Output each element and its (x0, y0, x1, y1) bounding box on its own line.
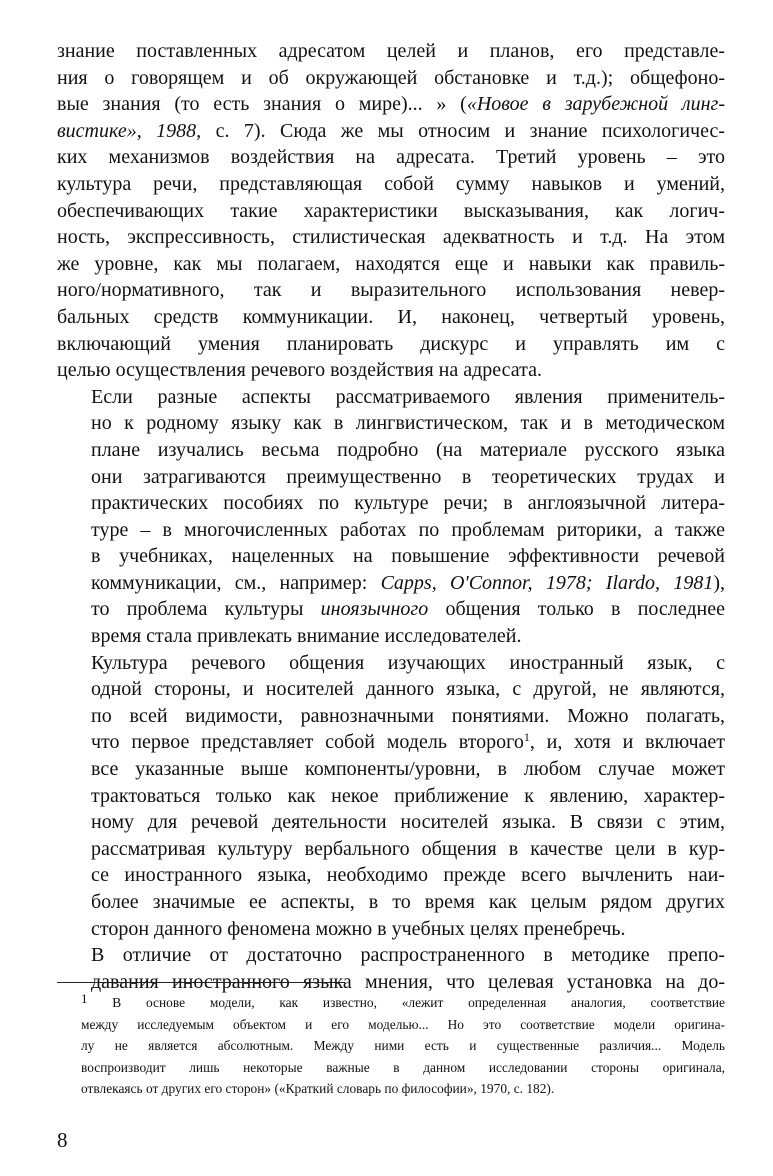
text-run: воспроизводит лишь некоторые важные в данном исследовании стороны оригинала, (81, 1059, 725, 1075)
text-run: лу не является абсолютным. Между ними есть и существенные различия... Модель (81, 1038, 725, 1054)
text-run: знание поставленных адресатом целей и планов, его представле- (57, 40, 725, 62)
footnote (57, 988, 725, 1100)
paragraph (57, 38, 725, 384)
text-run: что первое представляет собой модель второго (91, 731, 524, 754)
text-run: рассматривая культуру вербального общения в качестве цели в кур- (91, 837, 725, 860)
text-run: , и, хотя и включает (529, 731, 725, 754)
text-line (57, 91, 725, 118)
text-line (57, 1078, 725, 1100)
text-line (57, 916, 725, 943)
text-run: они затрагиваются преимущественно в теоретических трудах и (91, 465, 725, 488)
text-run: ность, экспрессивность, стилистическая адекватность и т.д. На этом (57, 226, 725, 249)
text-run: В основе модели, как известно, «лежит определенная аналогия, соответствие (87, 995, 725, 1010)
text-run: ному для речевой деятельности носителей языка. В связи с этим, (91, 811, 725, 834)
text-run: одной стороны, и носителей данного языка, с другой, не являются, (91, 678, 725, 701)
text-run: по всей видимости, равнозначными понятиями. Можно полагать, (91, 704, 725, 727)
text-line (57, 224, 725, 251)
text-run: же уровне, как мы полагаем, находятся еще и навыки как правиль- (57, 252, 725, 275)
text-line (57, 596, 725, 623)
text-line (57, 889, 725, 916)
text-line (57, 437, 725, 464)
text-run: обеспечивающих такие характеристики высказывания, как логич- (57, 199, 725, 222)
text-run: В отличие от достаточно распространенного в методике препо- (91, 944, 725, 967)
text-line (57, 942, 725, 969)
text-run: ния о говорящем и об окружающей обстановке и т.д.); общефоно- (57, 66, 725, 89)
text-line (57, 118, 725, 145)
text-line (57, 410, 725, 437)
text-line (57, 570, 725, 597)
text-run: плане изучались весьма подробно (на материале русского языка (91, 438, 725, 461)
text-run: ), (713, 571, 725, 594)
text-run: более значимые ее аспекты, в то время как целым рядом других (91, 891, 725, 913)
text-run: Если разные аспекты рассматриваемого явления применитель- (91, 385, 725, 408)
text-line (57, 304, 725, 331)
text-line (57, 464, 725, 491)
text-line (57, 729, 725, 756)
text-line (57, 623, 725, 650)
text-run: все указанные выше компоненты/уровни, в любом случае может (91, 758, 725, 781)
text-run: туре – в многочисленных работах по проблемам риторики, а также (91, 518, 725, 541)
text-line (57, 65, 725, 92)
italic-citation: «Новое в зарубежной линг- (466, 93, 725, 116)
text-run: се иностранного языка, необходимо прежде всего вычленить наи- (91, 864, 725, 887)
text-line (57, 1014, 725, 1036)
paragraph (57, 384, 725, 650)
text-run: ких механизмов воздействия на адресата. Третий уровень – это (57, 146, 725, 169)
text-line (57, 144, 725, 171)
text-run: Культура речевого общения изучающих иностранный язык, с (91, 651, 725, 674)
paragraph (57, 650, 725, 943)
text-line (57, 517, 725, 544)
text-run: вые знания (то есть знания о мире)... » ( (57, 93, 467, 116)
text-run: между исследуемым объектом и его моделью... Но это соответствие модели оригина- (81, 1016, 725, 1032)
text-line (57, 277, 725, 304)
text-line (57, 1057, 725, 1079)
text-run: давания иностранного языка мнения, что целевая установка на до- (91, 970, 725, 993)
text-line (57, 783, 725, 810)
text-run: общения только в последнее (428, 598, 725, 621)
text-run: бальных средств коммуникации. И, наконец, четвертый уровень, (57, 305, 725, 328)
text-line (57, 490, 725, 517)
italic-citation: иноязычного (320, 598, 429, 621)
text-line (57, 809, 725, 836)
text-run: ного/нормативного, так и выразительного использования невер- (57, 279, 725, 302)
text-line (57, 836, 725, 863)
text-line (57, 38, 725, 65)
text-line (57, 171, 725, 198)
text-line (57, 331, 725, 358)
text-run: практических пособиях по культуре речи; в англоязычной литера- (91, 492, 725, 515)
text-line (57, 676, 725, 703)
text-run: в учебниках, нацеленных на повышение эффективности речевой (91, 545, 725, 568)
text-run: отвлекаясь от других его сторон» («Краткий словарь по философии», 1970, с. 182). (81, 1081, 555, 1097)
text-line (57, 543, 725, 570)
footnote-ref: 1 (523, 730, 530, 745)
text-line (57, 251, 725, 278)
text-line (57, 198, 725, 225)
text-run: культура речи, представляющая собой сумму навыков и умений, (57, 172, 725, 195)
text-line (57, 756, 725, 783)
footnote-mark: 1 (81, 991, 88, 1006)
text-run: трактоваться только как некое приближение к явлению, характер- (91, 784, 725, 807)
text-line (57, 988, 725, 1014)
body-text (57, 38, 725, 995)
page-number: 8 (57, 1128, 68, 1152)
text-line (57, 862, 725, 889)
text-run: коммуникации, см., например: (91, 571, 381, 594)
text-run: с. 7). Сюда же мы относим и знание психологичес- (201, 119, 725, 142)
text-line (57, 703, 725, 730)
footnote-divider (57, 982, 345, 983)
text-run: то проблема культуры (91, 598, 321, 621)
text-run: включающий умения планировать дискурс и управлять им с (57, 332, 725, 355)
text-line (57, 650, 725, 677)
italic-citation: Capps, O'Connor, 1978; Ilardo, 1981 (380, 571, 714, 594)
text-line (57, 357, 725, 384)
italic-citation: вистике», 1988, (57, 119, 202, 142)
text-run: сторон данного феномена можно в учебных целях пренебречь. (91, 917, 626, 940)
footnote-paragraph (57, 988, 725, 1100)
text-run: но к родному языку как в лингвистическом, так и в методическом (91, 412, 725, 435)
text-run: время стала привлекать внимание исследователей. (91, 625, 522, 648)
text-line (57, 1035, 725, 1057)
text-line (57, 384, 725, 411)
text-run: целью осуществления речевого воздействия на адресата. (57, 359, 543, 382)
